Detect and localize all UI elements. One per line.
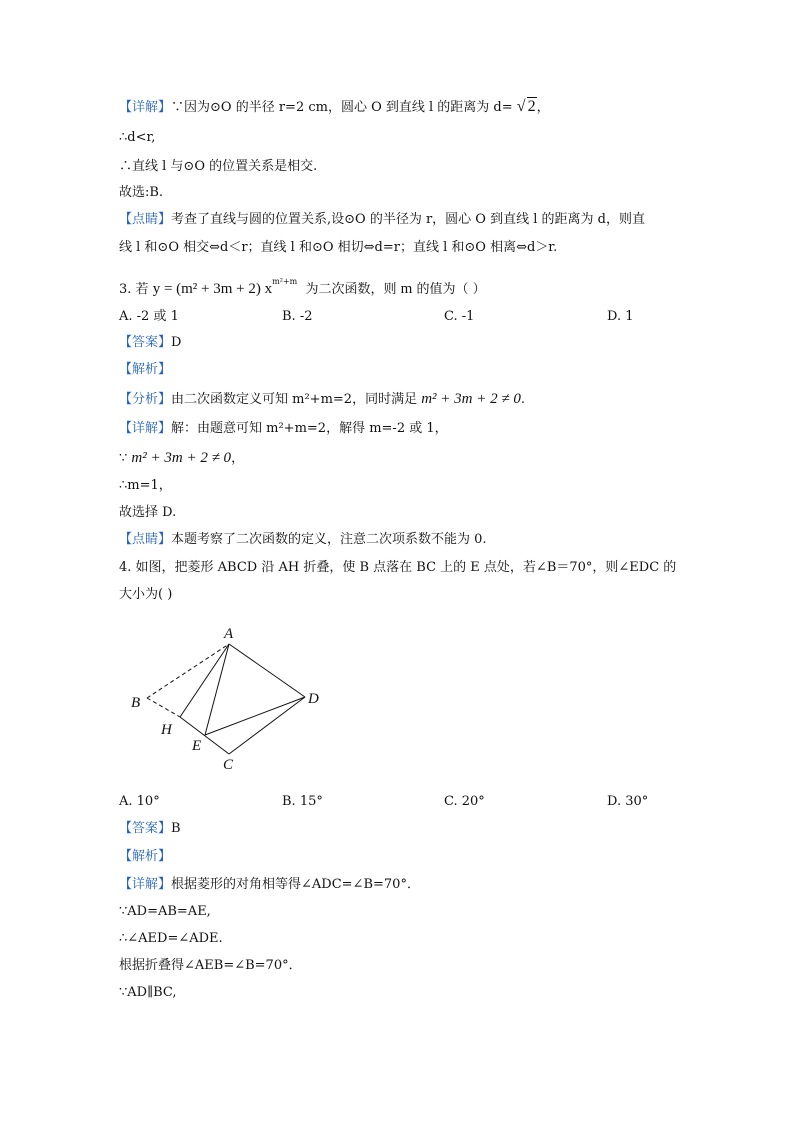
answer-4 [119, 819, 181, 839]
remark-3-label: 【点睛】 [119, 532, 172, 547]
q3-suffix: 的值为（ ） [416, 282, 486, 297]
sqrt-expression: √ 2 [516, 98, 536, 115]
question-4-line-1: 4. 如图，把菱形 ABCD 沿 AH 折叠，使 B 点落在 BC 上的 E 点处，若∠B＝70°，则∠EDC 的 [119, 560, 677, 575]
q3-option-a: A. -2 或 1 [119, 309, 179, 324]
remark-label: 【点睛】 [119, 212, 172, 227]
therefore-m: ∴m=1， [119, 478, 172, 493]
detail-tail: ， [536, 100, 550, 115]
answer-3 [119, 333, 181, 353]
step-2: ∴∠AED=∠ADE. [119, 931, 223, 946]
remark-text: 考查了直线与圆的位置关系,设⊙O 的半径为 r，圆心 O 到直线 l 的距离为 d，则直 [171, 212, 645, 227]
answer-4-value: B [171, 821, 181, 836]
because-line [119, 448, 244, 469]
q3-prefix: 3. 若 [119, 282, 149, 297]
step-1: ∵AD=AB=AE, [119, 904, 211, 919]
edge-ad [229, 644, 305, 697]
because-symbol: ∵ [119, 451, 128, 466]
because-tail: ， [231, 451, 245, 466]
edge-cd [229, 697, 305, 754]
line-remark-cont: 线 l 和⊙O 相交⇔d＜r；直线 l 和⊙O 相切⇔d=r；直线 l 和⊙O 相离⇔d＞r. [119, 240, 558, 255]
detail-label: 【详解】 [119, 100, 172, 115]
analysis-4-heading: 【解析】 [119, 849, 172, 864]
line-d-less-r: ∴d<r, [119, 130, 156, 145]
fenxi-tail: . [520, 392, 525, 407]
question-3 [119, 272, 486, 300]
fenxi-label: 【分析】 [119, 392, 172, 407]
question-4-line-2: 大小为( ) [119, 587, 173, 602]
sqrt-radicand: 2 [527, 98, 536, 115]
detail-4-text: 根据菱形的对角相等得∠ADC=∠B=70°． [171, 877, 420, 892]
q3-mid: 为二次函数，则 [305, 282, 397, 297]
q3-formula: y = (m² + 3m + 2) x [152, 281, 273, 297]
answer-3-value: D [171, 335, 182, 350]
label-c: C [223, 757, 234, 772]
q3-option-b: B. -2 [282, 309, 313, 324]
detail-4-label: 【详解】 [119, 877, 172, 892]
label-a: A [224, 626, 234, 642]
analysis-4-label [119, 847, 171, 867]
analysis-3-heading: 【解析】 [119, 362, 172, 377]
remark-3-text: 本题考察了二次函数的定义，注意二次项系数不能为 0. [171, 532, 487, 547]
detail-text: ∵因为⊙O 的半径 r=2 cm，圆心 O 到直线 l 的距离为 d= [171, 100, 513, 115]
q4-option-b: B. 15° [282, 794, 323, 809]
label-h: H [161, 722, 172, 738]
fenxi-3 [119, 389, 525, 410]
label-b: B [131, 695, 141, 711]
line-detail-1 [119, 97, 550, 118]
q4-option-c: C. 20° [444, 794, 485, 809]
label-e: E [192, 738, 202, 754]
detail-3 [119, 419, 448, 439]
rhombus-figure [125, 622, 335, 772]
line-intersect: ∴直线 l 与⊙O 的位置关系是相交. [119, 159, 318, 174]
edge-hc [180, 717, 229, 754]
edge-ha [180, 644, 229, 717]
fenxi-text: 由二次函数定义可知 m²+m=2，同时满足 [171, 392, 418, 407]
line-choose-b: 故选:B. [119, 185, 164, 200]
remark-3 [119, 530, 487, 550]
choose-d: 故选择 D. [119, 505, 177, 520]
q3-option-d: D. 1 [607, 309, 634, 324]
detail-4 [119, 875, 420, 895]
detail-3-text: 解：由题意可知 m²+m=2，解得 m=-2 或 1， [171, 421, 448, 436]
step-3: 根据折叠得∠AEB=∠B=70°． [119, 958, 302, 973]
analysis-3-label [119, 360, 171, 380]
line-remark [119, 210, 645, 230]
label-d: D [308, 691, 319, 707]
step-4: ∵AD∥BC, [119, 985, 177, 1000]
q4-option-d: D. 30° [607, 794, 649, 809]
detail-3-label: 【详解】 [119, 421, 172, 436]
q3-option-c: C. -1 [444, 309, 475, 324]
edge-bh-dashed [147, 698, 180, 717]
edge-ed [205, 697, 305, 735]
answer-3-label: 【答案】 [119, 335, 172, 350]
q3-var: m [400, 281, 413, 297]
because-math: m² + 3m + 2 ≠ 0 [131, 450, 232, 466]
answer-4-label: 【答案】 [119, 821, 172, 836]
q3-exponent: m²+m [272, 277, 298, 286]
fenxi-math: m² + 3m + 2 ≠ 0 [421, 391, 521, 407]
q4-option-a: A. 10° [119, 794, 160, 809]
